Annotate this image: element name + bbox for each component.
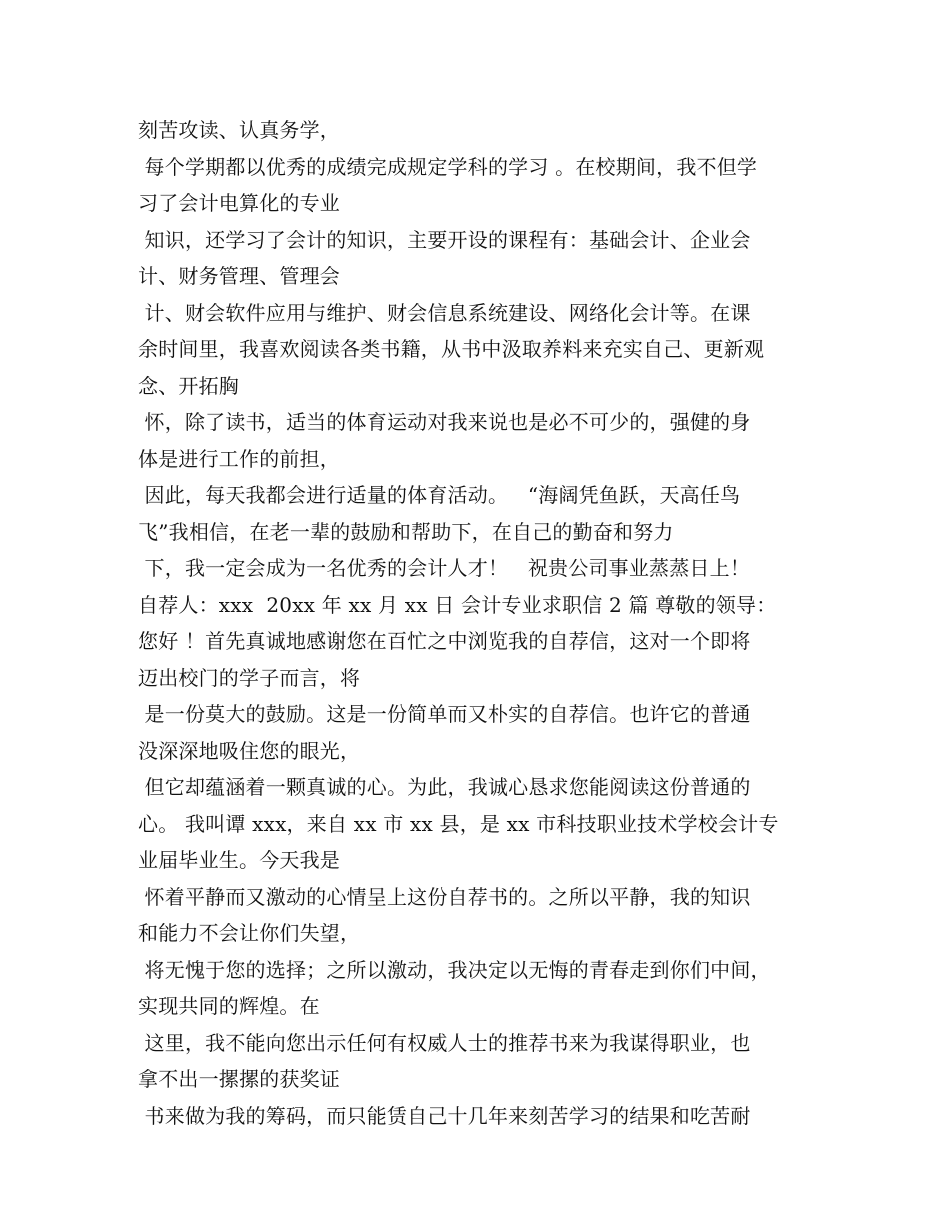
text-line: 体是进行工作的前担， <box>138 446 340 471</box>
text-line: 业届毕业生。今天我是 <box>138 848 340 872</box>
text-line: 心。 我叫谭 xxx，来自 xx 市 xx 县，是 xx 市科技职业技术学校会计专 <box>138 811 779 836</box>
text-line: 下，我一定会成为一名优秀的会计人才！ 祝贵公司事业蒸蒸日上！ <box>138 556 751 580</box>
text-line: 怀，除了读书，适当的体育运动对我来说也是必不可少的，强健的身 <box>138 410 751 434</box>
text-line: 将无愧于您的选择；之所以激动，我决定以无悔的青春走到你们中间， <box>138 957 771 982</box>
text-line: 念、开拓胸 <box>138 373 239 398</box>
text-line: 余时间里，我喜欢阅读各类书籍，从书中汲取养料来充实自己、更新观 <box>138 337 765 361</box>
text-line: 计、财务管理、管理会 <box>138 264 340 288</box>
text-line: 知识，还学习了会计的知识，主要开设的课程有：基础会计、企业会 <box>138 227 751 252</box>
text-line: 飞”我相信，在老一辈的鼓励和帮助下，在自己的勤奋和努力 <box>138 519 674 544</box>
text-line: 怀着平静而又激动的心情呈上这份自荐书的。之所以平静，我的知识 <box>138 884 751 909</box>
text-line: 您好 ！首先真诚地感谢您在百忙之中浏览我的自荐信，这对一个即将 <box>138 629 751 653</box>
text-line: 是一份莫大的鼓励。这是一份简单而又朴实的自荐信。也许它的普通 <box>138 702 751 726</box>
body-text <box>138 112 828 1134</box>
text-line: 这里，我不能向您出示任何有权威人士的推荐书来为我谋得职业，也 <box>138 1030 751 1055</box>
text-line: 自荐人：xxx 20xx 年 xx 月 xx 日 会计专业求职信 2 篇 尊敬的领导： <box>138 592 777 617</box>
text-line: 但它却蕴涵着一颗真诚的心。为此，我诚心恳求您能阅读这份普通的 <box>138 775 751 799</box>
text-line: 迈出校门的学子而言，将 <box>138 665 361 690</box>
text-line: 没深深地吸住您的眼光， <box>138 738 361 763</box>
text-line: 刻苦攻读、认真务学， <box>138 118 340 142</box>
text-line: 书来做为我的筹码，而只能赁自己十几年来刻苦学习的结果和吃苦耐 <box>138 1103 751 1128</box>
text-line: 每个学期都以优秀的成绩完成规定学科的学习 。在校期间，我不但学 <box>138 154 758 179</box>
text-line: 实现共同的辉煌。在 <box>138 994 320 1018</box>
text-line: 因此，每天我都会进行适量的体育活动。 “海阔凭鱼跃，天高任鸟 <box>138 483 741 507</box>
text-line: 习了会计电算化的专业 <box>138 191 340 215</box>
text-line: 计、财会软件应用与维护、财会信息系统建设、网络化会计等。在课 <box>138 300 751 325</box>
text-line: 拿不出一摞摞的获奖证 <box>138 1067 340 1091</box>
text-line: 和能力不会让你们失望， <box>138 921 361 945</box>
